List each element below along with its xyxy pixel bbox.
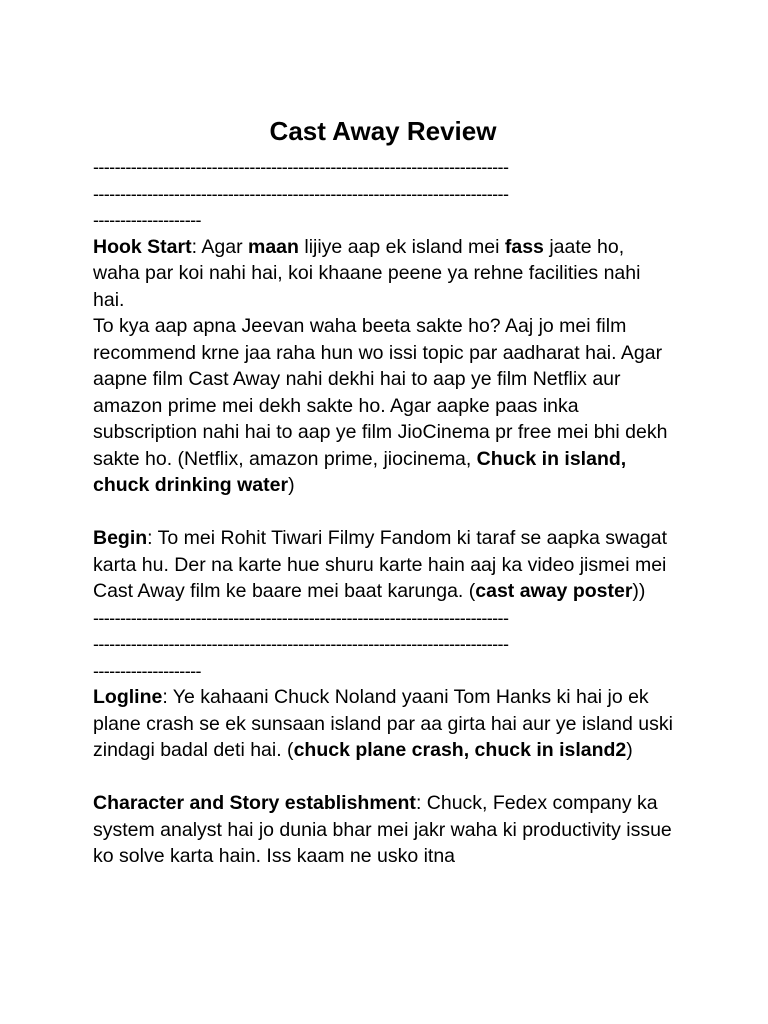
hook-text-1: : Agar xyxy=(191,235,248,258)
hook-paragraph xyxy=(93,234,673,314)
separator-line: -------------------- xyxy=(93,660,201,681)
hook-p2-bold: Chuck in island, chuck drinking water xyxy=(93,447,627,496)
spacer xyxy=(93,499,673,526)
separator-line: -------------------- xyxy=(93,210,201,230)
separator-line: ----------------------------------------------------------------------------- xyxy=(93,634,509,654)
begin-text: : To mei Rohit Tiwari Filmy Fandom ki taraf se aapka swagat karta hu. Der na karte hue shuru karte hain aaj ka video jismei mei Cast Away film ke baare mei baat karunga. ( xyxy=(93,527,668,602)
document-page xyxy=(93,112,673,870)
hook-text-2: lijiye aap ek island mei xyxy=(298,235,505,258)
character-text: : Chuck, Fedex company ka system analyst hai jo dunia bhar mei jakr waha ki productivity issue ko solve karta hain. Iss kaam ne usko itna xyxy=(93,792,672,867)
character-label: Character and Story establishment xyxy=(93,792,416,814)
separator xyxy=(93,605,673,685)
hook-bold-1: maan xyxy=(247,235,299,258)
separator-line: ----------------------------------------------------------------------------- xyxy=(93,157,509,177)
character-paragraph xyxy=(93,790,673,870)
hook-p2-end: ) xyxy=(288,474,295,496)
logline-label: Logline xyxy=(93,686,163,708)
spacer xyxy=(93,764,673,791)
hook-bold-2: fass xyxy=(504,235,544,258)
logline-paragraph xyxy=(93,684,673,764)
begin-label: Begin xyxy=(93,527,148,549)
separator-line: ----------------------------------------------------------------------------- xyxy=(93,183,509,204)
hook-p2-text: To kya aap apna Jeevan waha beeta sakte ho? Aaj jo mei film recommend krne jaa raha hun wo issi topic par aadharat hai. Agar aapne film Cast Away nahi dekhi hai to aap ye film Netflix aur amazon prime mei dekh sakte ho. Agar aapke paas inka subscription nahi hai to aap ye film JioCinema pr free mei bhi dekh sakte ho. (Netflix, amazon prime, jiocinema, xyxy=(93,315,668,470)
hook-text-3: jaate ho, waha par koi nahi hai, koi khaane peene ya rehne facilities nahi hai. xyxy=(93,235,641,311)
separator-line: ----------------------------------------------------------------------------- xyxy=(93,607,509,628)
hook-label: Hook Start xyxy=(93,235,192,258)
document-title: Cast Away Review xyxy=(269,116,497,146)
hook-paragraph-2 xyxy=(93,313,673,499)
separator xyxy=(93,154,673,234)
begin-end: )) xyxy=(632,580,646,602)
logline-end: ) xyxy=(626,739,633,761)
logline-text: : Ye kahaani Chuck Noland yaani Tom Hanks ki hai jo ek plane crash se ek sunsaan island par aa girta hai aur ye island uski zindagi badal deti hai. ( xyxy=(93,686,673,761)
logline-bold: chuck plane crash, chuck in island2 xyxy=(293,739,627,761)
begin-paragraph xyxy=(93,525,673,605)
begin-bold: cast away poster xyxy=(475,580,633,602)
